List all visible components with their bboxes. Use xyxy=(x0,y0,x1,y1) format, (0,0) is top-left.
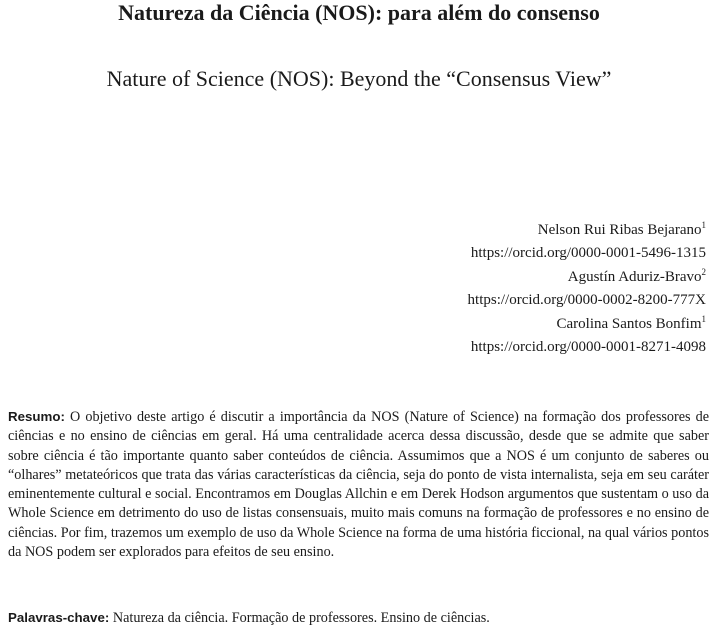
abstract-label: Resumo: xyxy=(8,409,65,424)
abstract-text: O objetivo deste artigo é discutir a importância da NOS (Nature of Science) na formação dos professores de ciências e no ensino de ciências em geral. Há uma centralidade acerca dessa discussão, desde que se admite que saber sobre ciência é tão importante quanto saber conteúdos de ciência. Assumimos que a NOS é um conjunto de saberes ou “olhares” metateóricos que trata das várias características da ciência, seja do ponto de vista internalista, seja em seu caráter eminentemente cultural e social. Encontramos em Douglas Allchin e em Derek Hodson argumentos que sustentam o uso da Whole Science em detrimento do uso de listas consensuais, muito mais comuns na formação de professores e no ensino de ciências. Por fim, trazemos um exemplo de uso da Whole Science na forma de uma história ficcional, na qual vários pontos da NOS podem ser explorados para efeitos de seu ensino. xyxy=(8,409,709,561)
author-name: Carolina Santos Bonfim$^1$ xyxy=(556,313,706,332)
author-orcid-link[interactable]: https://orcid.org/0000-0002-8200-777X xyxy=(467,292,706,309)
keywords-label: Palavras-chave: xyxy=(8,610,110,625)
keywords-text: Natureza da ciência. Formação de professores. Ensino de ciências. xyxy=(112,610,490,626)
author-name: Nelson Rui Ribas Bejarano$^1$ xyxy=(537,220,706,238)
author-orcid-link[interactable]: https://orcid.org/0000-0001-8271-4098 xyxy=(470,339,706,356)
keywords xyxy=(8,608,709,628)
affiliation-mark: 2 xyxy=(701,266,706,277)
author-list xyxy=(468,219,706,359)
affiliation-mark: 1 xyxy=(701,313,706,324)
author-orcid-link[interactable]: https://orcid.org/0000-0001-5496-1315 xyxy=(470,245,706,262)
title-portuguese: Natureza da Ciência (NOS): para além do consenso xyxy=(118,0,600,25)
author-name: Agustín Aduriz-Bravo$^2$ xyxy=(567,266,706,285)
affiliation-mark: 1 xyxy=(701,220,706,230)
title-english: Nature of Science (NOS): Beyond the “Consensus View” xyxy=(106,66,612,91)
abstract xyxy=(8,407,709,562)
